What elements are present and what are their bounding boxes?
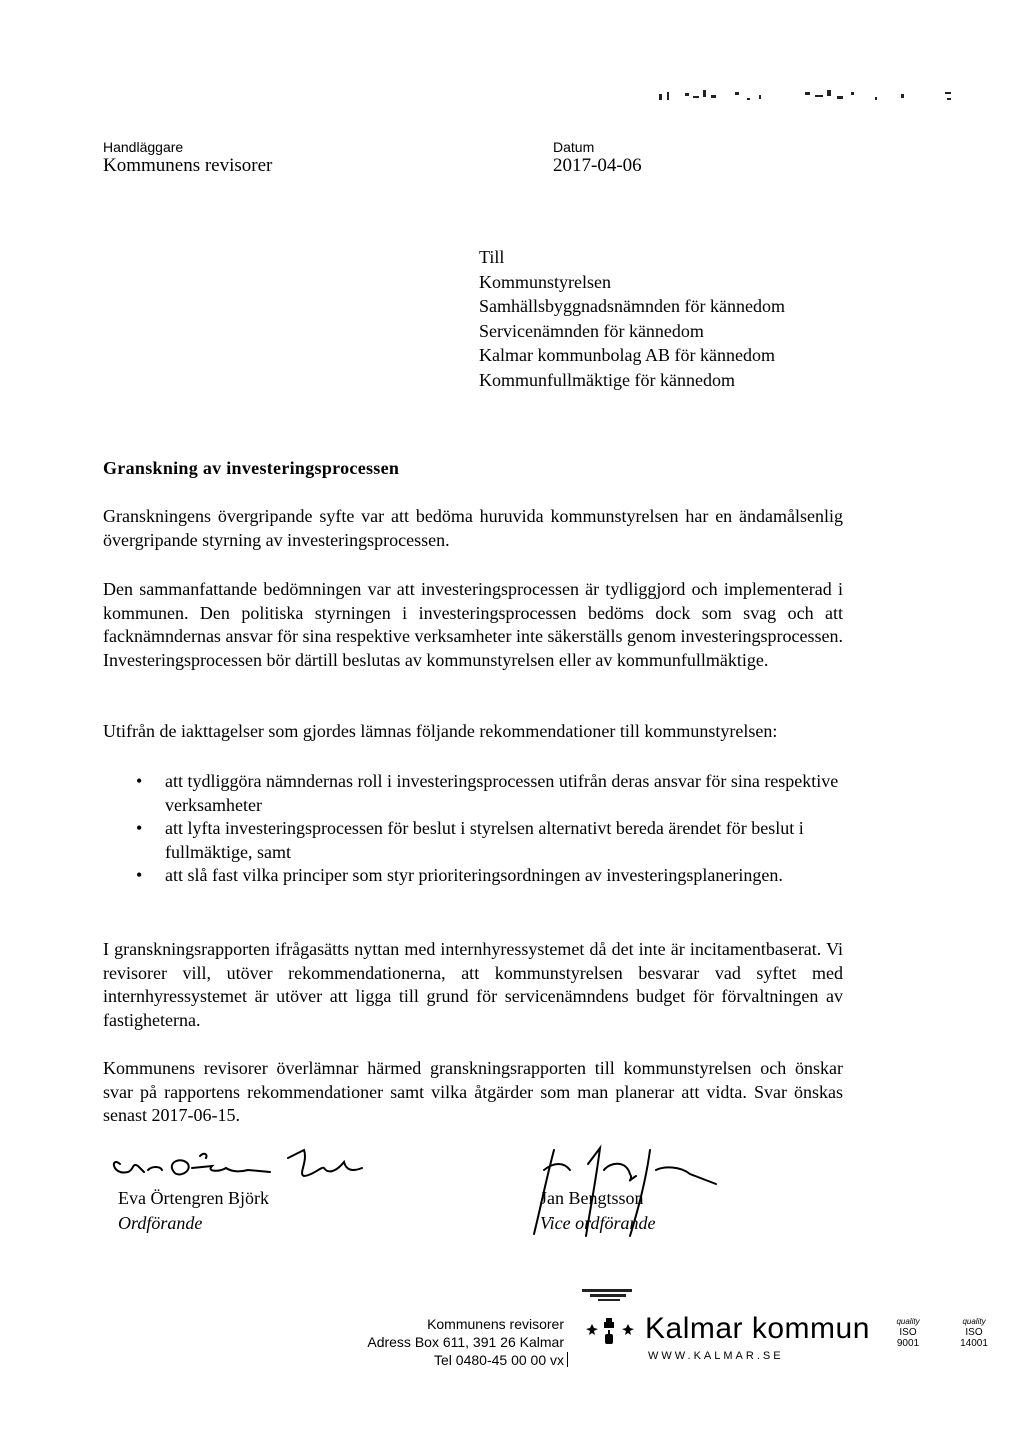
bullet-icon: • <box>136 865 143 885</box>
received-stamp-icon <box>655 86 955 110</box>
iso-quality-label: quality <box>896 1317 920 1326</box>
handlaggare-value: Kommunens revisorer <box>103 155 273 176</box>
paragraph-text: I granskningsrapporten ifrågasätts nyttan med internhyressystemet då det inte är incitamentbaserat. Vi revisorer vill, utöver rekommendationerna, att kommunstyrelsen besvarar vad syftet med internhyressystemet är utöver att ligga till grund för servicenämndens budget för förvaltningen av fastigheterna. <box>103 939 843 1030</box>
brand-name: Kalmar kommun <box>645 1312 870 1345</box>
recipient-block <box>479 245 785 392</box>
list-item <box>103 770 843 817</box>
recipient-line: Kommunstyrelsen <box>479 271 611 292</box>
signature-left-handwriting <box>108 1142 398 1192</box>
document-title: Granskning av investeringsprocessen <box>103 458 400 478</box>
datum-label: Datum <box>553 139 595 155</box>
bullet-icon: • <box>136 818 143 838</box>
recipient-line: Samhällsbyggnadsnämnden för kännedom <box>479 296 785 316</box>
list-item-text: att tydliggöra nämndernas roll i investeringsprocessen utifrån deras ansvar för sina respektive verksamheter <box>165 771 839 815</box>
iso-label: ISO <box>899 1327 917 1338</box>
iso-number: 9001 <box>896 1338 920 1349</box>
list-item <box>103 817 843 864</box>
signature-left-role: Ordförande <box>118 1213 203 1233</box>
paragraph-purpose <box>103 505 843 552</box>
iso-14001-badge <box>946 1316 1002 1349</box>
paragraph-closing <box>103 1057 843 1128</box>
paragraph-assessment <box>103 578 843 672</box>
recommendation-list <box>103 770 843 888</box>
recipient-line: Kalmar kommunbolag AB för kännedom <box>479 345 775 365</box>
paragraph-text: Kommunens revisorer överlämnar härmed granskningsrapporten till kommunstyrelsen och önskar svar på rapportens rekommendationer samt vilka åtgärder som man planerar att vidta. Svar önskas senast 2017-06-15. <box>103 1058 843 1125</box>
kalmar-crest-icon <box>584 1312 634 1352</box>
footer-divider <box>567 1352 568 1367</box>
footer-phone: Tel 0480-45 00 00 vx <box>434 1352 564 1368</box>
signature-left-name: Eva Örtengren Björk <box>118 1188 269 1208</box>
datum-value: 2017-04-06 <box>553 155 642 176</box>
paragraph-internal-rent <box>103 938 843 1032</box>
paragraph-text: Den sammanfattande bedömningen var att investeringsprocessen är tydliggjord och implementerad i kommunen. Den politiska styrningen i investeringsprocessen bedöms dock som svag och att facknämndernas ansvar för sina respektive verksamheter inte säkerställs genom investeringsprocessen. Investeringsprocessen bör därtill beslutas av kommunstyrelsen eller av kommunfullmäktige. <box>103 579 843 670</box>
paragraph-recommendations-intro <box>103 720 843 744</box>
footer-contact <box>367 1315 564 1369</box>
signature-right-name: Jan Bengtsson <box>540 1188 644 1208</box>
list-item-text: att slå fast vilka principer som styr prioriteringsordningen av investeringsplaneringen. <box>165 865 783 885</box>
list-item-text: att lyfta investeringsprocessen för beslut i styrelsen alternativt bereda ärendet för beslut i fullmäktige, samt <box>165 818 804 862</box>
paragraph-text: Granskningens övergripande syfte var att bedöma huruvida kommunstyrelsen har en ändamålsenlig övergripande styrning av investeringsprocessen. <box>103 506 843 550</box>
signature-right-role: Vice ordförande <box>540 1213 656 1233</box>
iso-quality-label: quality <box>962 1317 986 1326</box>
recipient-line: Till <box>479 247 505 267</box>
iso-number: 14001 <box>960 1338 988 1349</box>
footer-org: Kommunens revisorer <box>427 1316 564 1332</box>
scan-mark-icon <box>580 1285 640 1305</box>
handlaggare-label: Handläggare <box>103 139 184 155</box>
footer-address: Adress Box 611, 391 26 Kalmar <box>367 1334 564 1350</box>
paragraph-text: Utifrån de iakttagelser som gjordes lämnas följande rekommendationer till kommunstyrelsen: <box>103 721 778 741</box>
iso-label: ISO <box>965 1327 983 1338</box>
bullet-icon: • <box>136 771 143 791</box>
brand-url: WWW.KALMAR.SE <box>648 1350 784 1362</box>
iso-9001-badge <box>884 1316 932 1349</box>
list-item <box>103 864 843 888</box>
recipient-line: Servicenämnden för kännedom <box>479 320 704 341</box>
recipient-line: Kommunfullmäktige för kännedom <box>479 369 735 390</box>
